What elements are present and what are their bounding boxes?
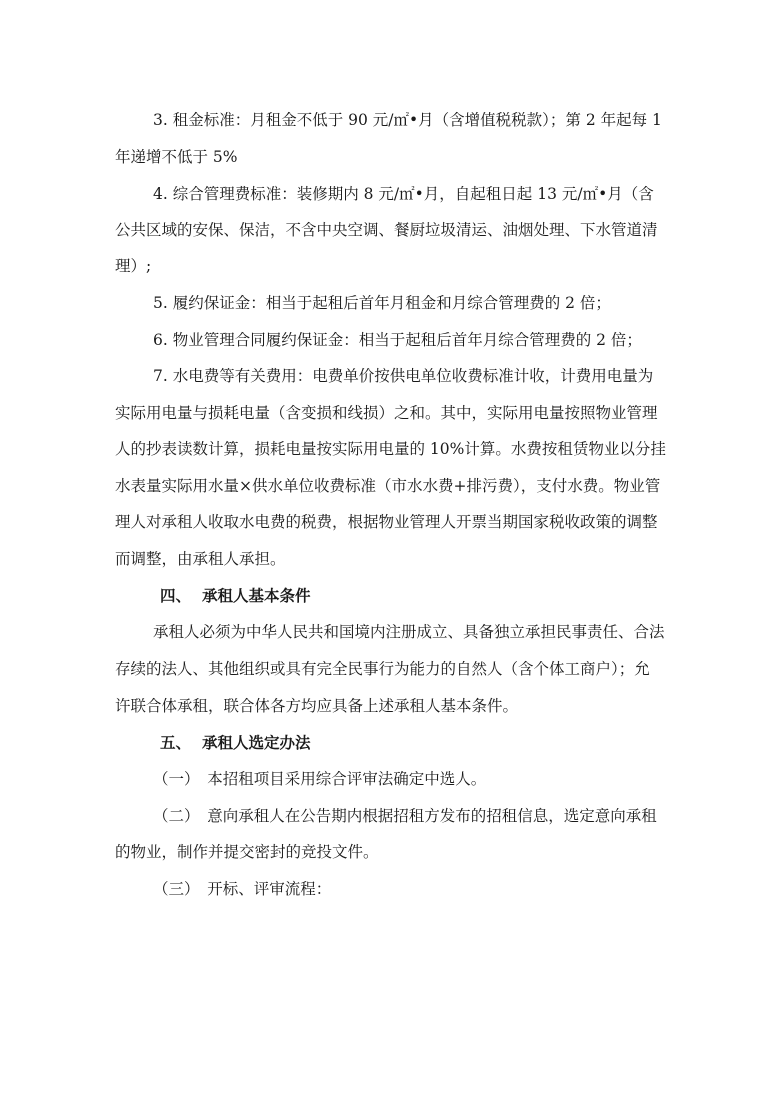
- section-5-sub-1: （一） 本招租项目采用综合评审法确定中选人。: [153, 770, 487, 788]
- item-4-line-3: 理）;: [115, 257, 152, 275]
- item-3-line-2: 年递增不低于 5%: [115, 148, 238, 166]
- section-5-sub-2-line-1: （二） 意向承租人在公告期内根据招租方发布的招租信息，选定意向承租: [153, 807, 657, 825]
- item-7-line-3: 人的抄表读数计算，损耗电量按实际用电量的 10%计算。水费按租赁物业以分挂: [115, 440, 666, 458]
- item-6: 6. 物业管理合同履约保证金：相当于起租后首年月综合管理费的 2 倍；: [153, 331, 642, 349]
- item-7-line-6: 而调整，由承租人承担。: [115, 550, 286, 568]
- item-7-line-1: 7. 水电费等有关费用：电费单价按供电单位收费标准计收，计费用电量为: [153, 367, 654, 385]
- section-5-heading: [160, 733, 720, 753]
- section-5-number: 五、: [160, 734, 192, 752]
- item-5: 5. 履约保证金：相当于起租后首年月租金和月综合管理费的 2 倍；: [153, 294, 611, 312]
- item-7-line-2: 实际用电量与损耗电量（含变损和线损）之和。其中，实际用电量按照物业管理: [115, 404, 658, 422]
- section-5-sub-3: （三） 开标、评审流程：: [153, 880, 332, 898]
- section-5-sub-2-line-2: 的物业，制作并提交密封的竞投文件。: [115, 843, 379, 861]
- item-3-line-1: 3. 租金标准：月租金不低于 90 元/㎡•月（含增值税税款）；第 2 年起每 1: [153, 111, 662, 129]
- item-4-line-1: 4. 综合管理费标准：装修期内 8 元/㎡•月，自起租日起 13 元/㎡•月（含: [153, 185, 654, 203]
- section-5-title: 承租人选定办法: [202, 734, 311, 752]
- section-4-title: 承租人基本条件: [202, 587, 311, 605]
- section-4-line-3: 许联合体承租，联合体各方均应具备上述承租人基本条件。: [115, 697, 519, 715]
- item-7-line-4: 水表量实际用水量×供水单位收费标准（市水水费+排污费），支付水费。物业管: [115, 477, 661, 495]
- section-4-line-2: 存续的法人、其他组织或具有完全民事行为能力的自然人（含个体工商户）；允: [115, 660, 650, 678]
- section-4-line-1: 承租人必须为中华人民共和国境内注册成立、具备独立承担民事责任、合法: [153, 623, 665, 641]
- item-4-line-2: 公共区域的安保、保洁，不含中央空调、餐厨垃圾清运、油烟处理、下水管道清: [115, 221, 658, 239]
- section-4-number: 四、: [160, 587, 192, 605]
- section-4-heading: [160, 586, 720, 606]
- item-7-line-5: 理人对承租人收取水电费的税费，根据物业管理人开票当期国家税收政策的调整: [115, 513, 658, 531]
